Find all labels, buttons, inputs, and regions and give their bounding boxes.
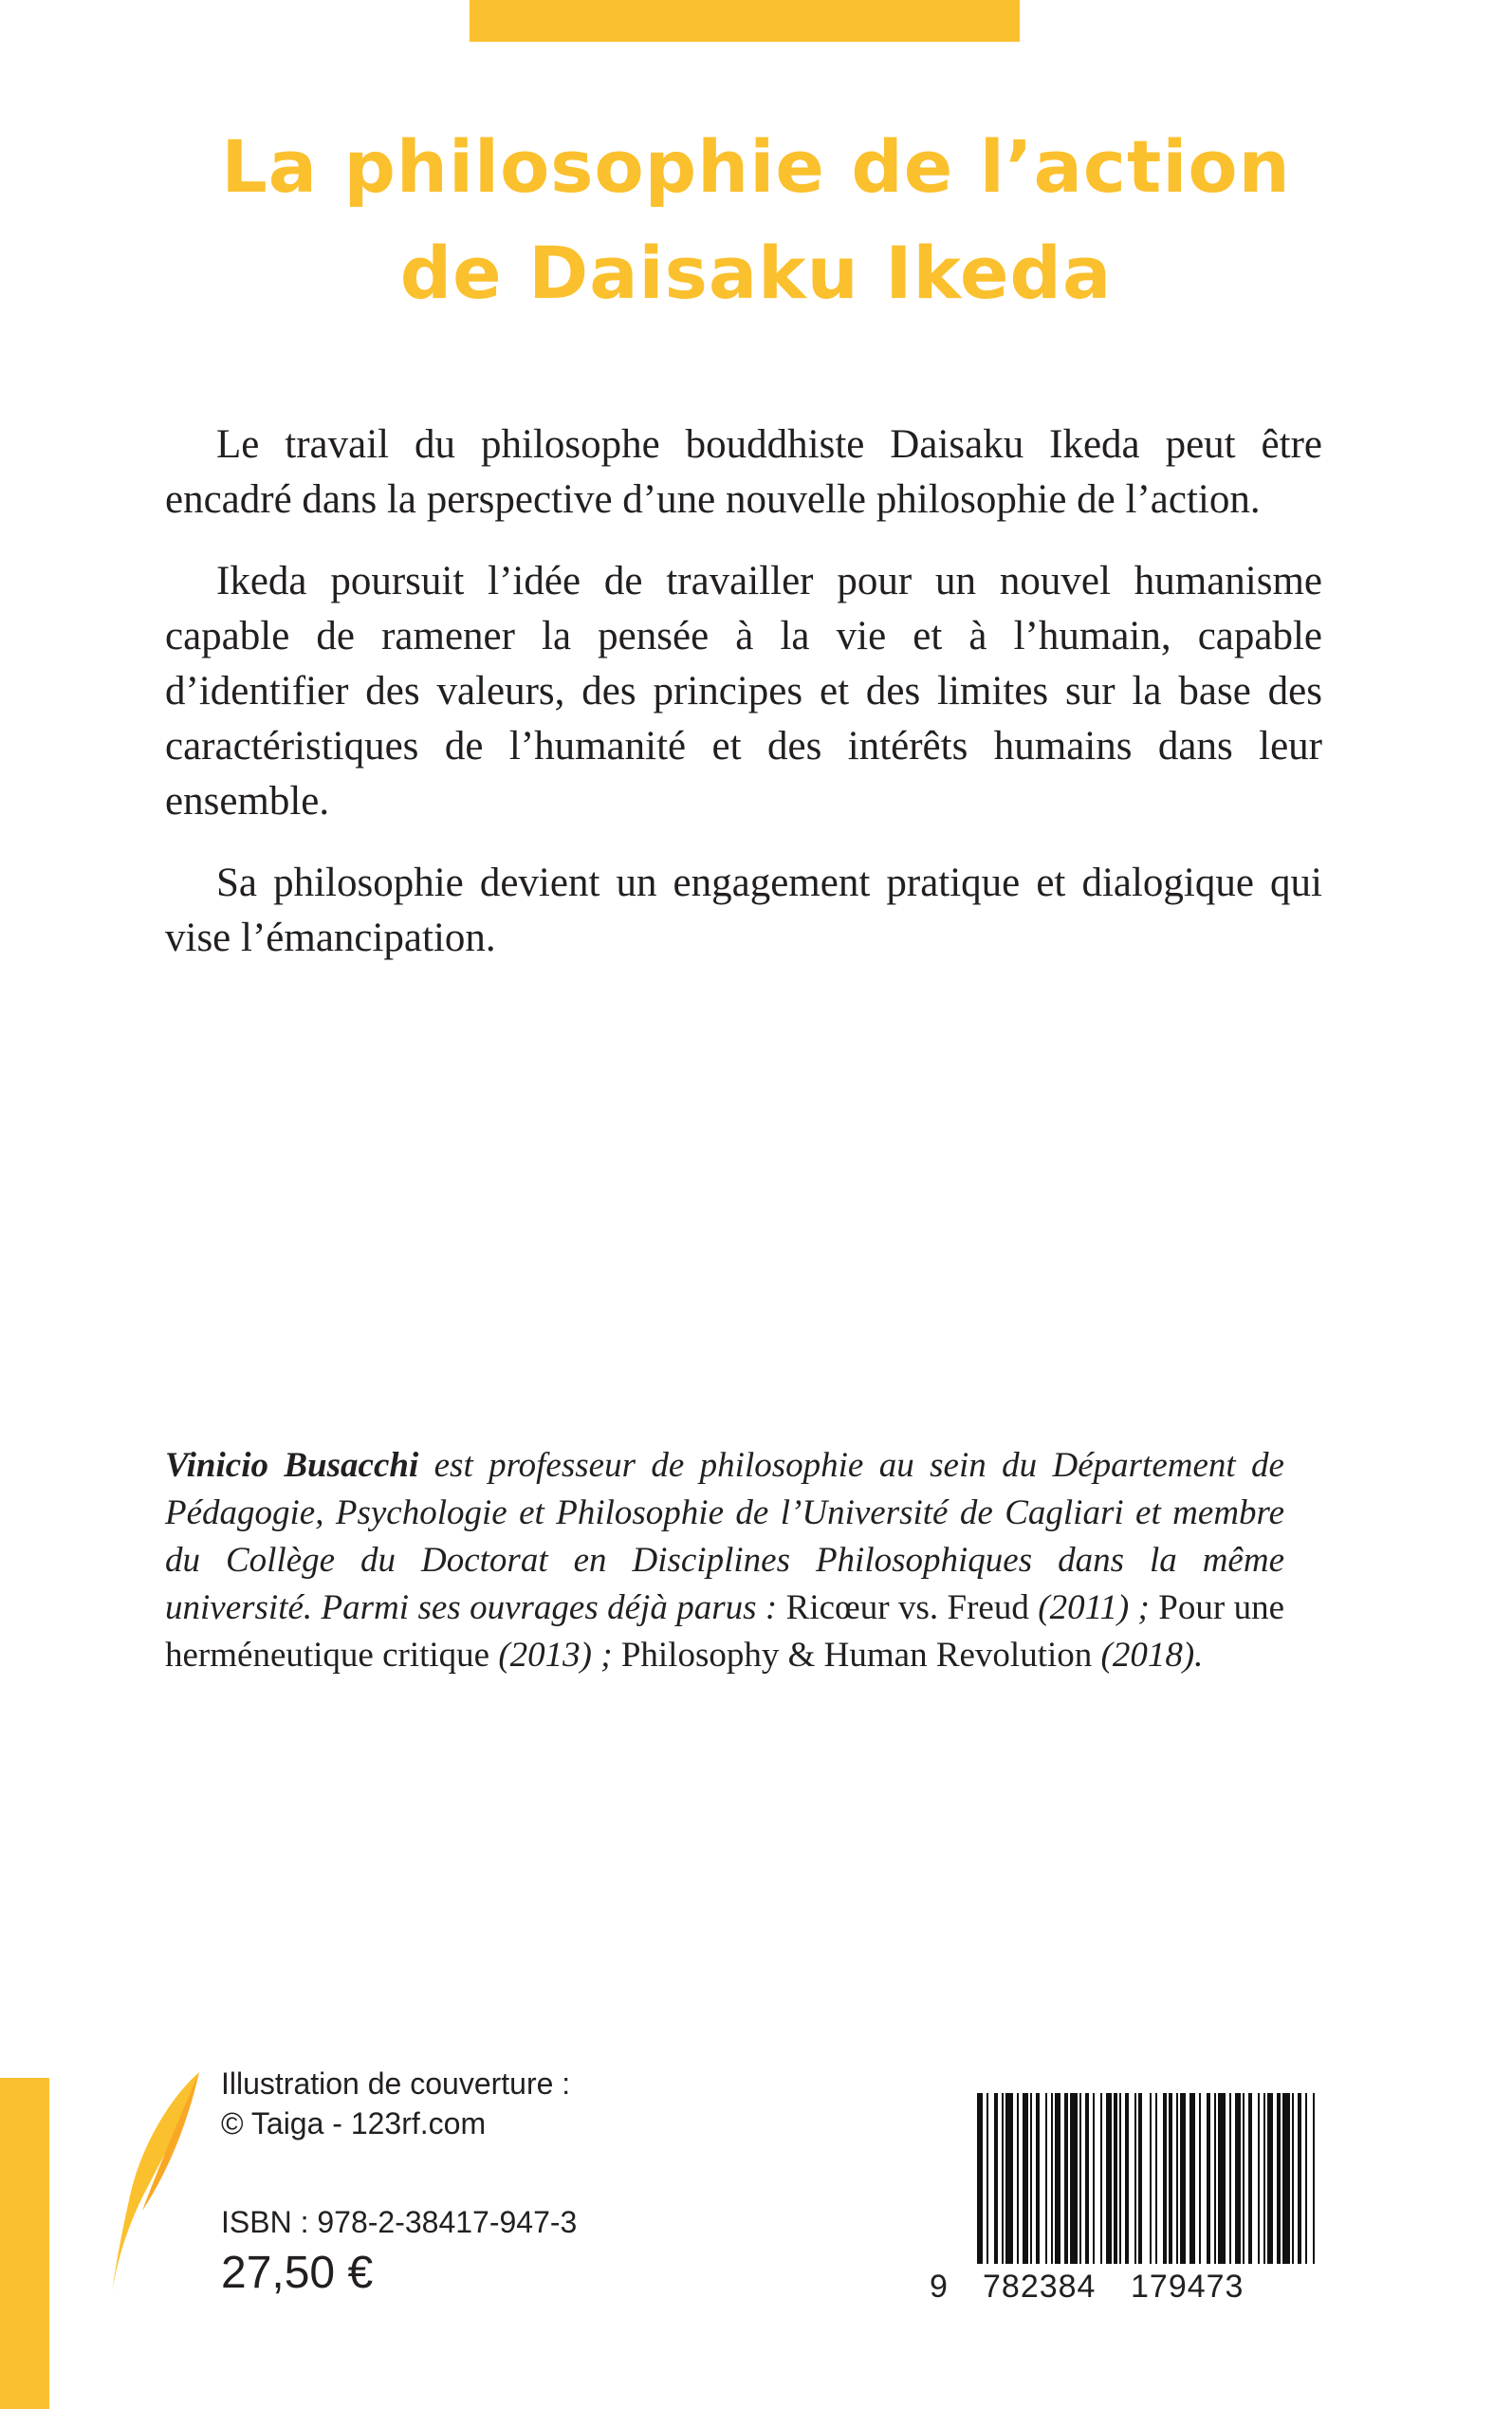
book-year-2: (2013) ;	[489, 1636, 621, 1675]
illustration-credit: © Taiga - 123rf.com	[221, 2106, 487, 2140]
book-title-3: Philosophy & Human Revolution	[620, 1636, 1093, 1675]
credits-block	[221, 2064, 577, 2303]
blurb-paragraph-1: Le travail du philosophe bouddhiste Daisaku Ikeda peut être encadré dans la perspective d’une nouvelle philosophie de l’action.	[165, 422, 1322, 522]
top-accent-bar	[470, 0, 1020, 42]
blurb	[165, 417, 1322, 992]
bio-intro: est professeur de philosophie au sein du Département de Pédagogie, Psychologie et Philosophie de l’Université de Cagliari et membre du Collège du Doctorat en Disciplines Philosophiques dans la même université. Parmi ses ouvrages déjà parus :	[165, 1446, 1284, 1627]
book-year-1: (2011) ;	[1028, 1588, 1159, 1627]
book-title-2: Pour une herméneutique critique	[165, 1588, 1284, 1675]
illustration-label: Illustration de couverture :	[221, 2066, 571, 2101]
blurb-paragraph-2: Ikeda poursuit l’idée de travailler pour un nouvel humanisme capable de ramener la pensée à la vie et à l’humain, capable d’identifier des valeurs, des principes et des limites sur la base des caractéristiques de l’humanité et des intérêts humains dans leur ensemble.	[165, 559, 1322, 824]
price: 27,50 €	[221, 2248, 374, 2298]
title-line-1: La philosophie de l’action	[221, 124, 1291, 209]
blurb-paragraph-3: Sa philosophie devient un engagement pratique et dialogique qui vise l’émancipation.	[165, 861, 1322, 960]
barcode	[977, 2093, 1315, 2264]
barcode-group-2: 179473	[1131, 2269, 1245, 2305]
author-bio	[165, 1442, 1284, 1679]
book-year-3: (2018).	[1092, 1636, 1204, 1675]
title-line-2: de Daisaku Ikeda	[399, 231, 1113, 315]
feather-icon	[104, 2068, 209, 2296]
side-accent-bar	[0, 2078, 49, 2409]
barcode-group-1: 782384	[983, 2269, 1097, 2305]
isbn: ISBN : 978-2-38417-947-3	[221, 2205, 578, 2239]
author-name: Vinicio Busacchi	[165, 1446, 419, 1485]
barcode-lead-digit: 9	[930, 2269, 949, 2305]
book-title-1: Ricœur vs. Freud	[785, 1588, 1029, 1627]
book-title	[0, 114, 1512, 326]
